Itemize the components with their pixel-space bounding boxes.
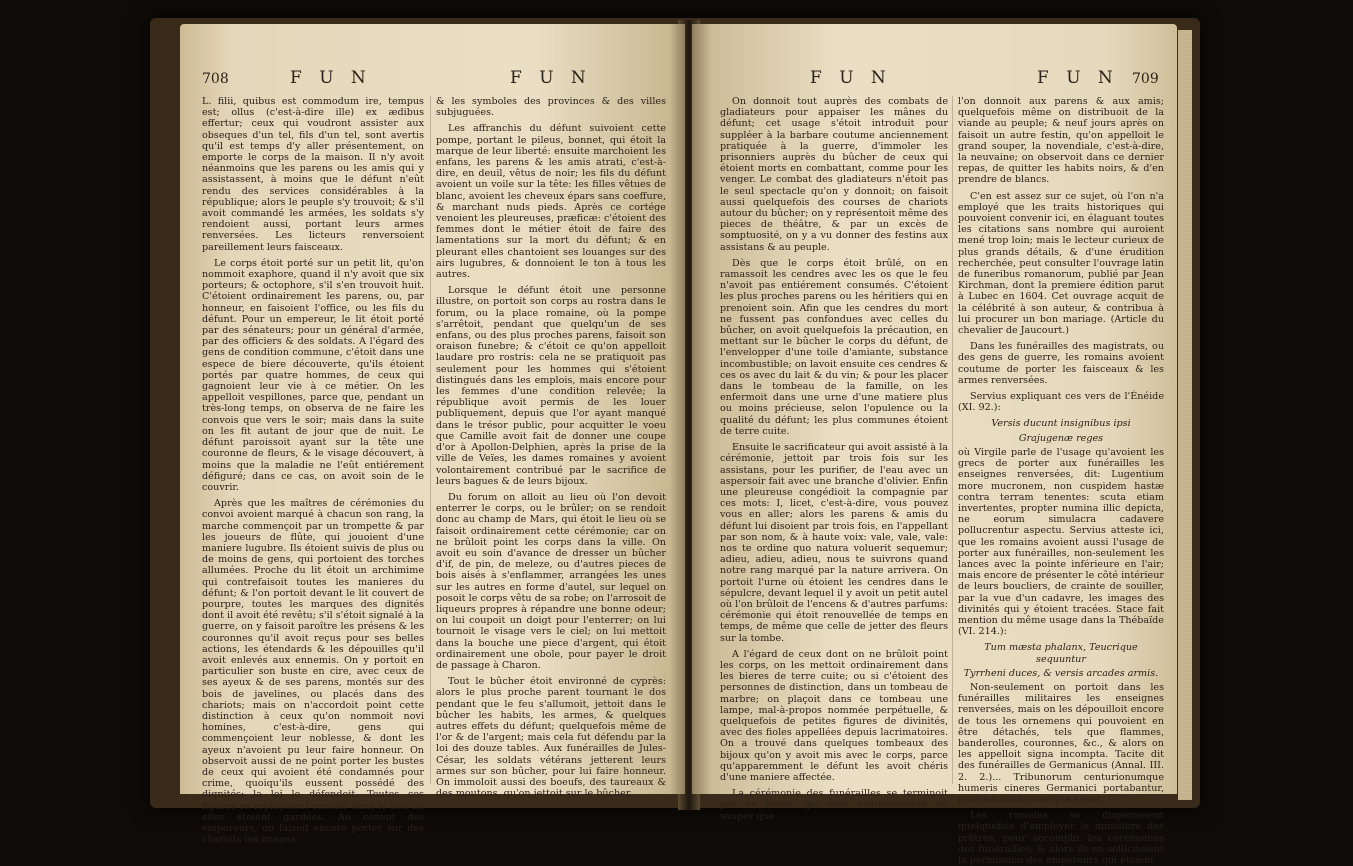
right-running-head	[692, 68, 1177, 92]
paragraph: Servius expliquant ces vers de l'Énéide (XI. 92.):	[958, 391, 1164, 414]
paragraph: Lorsque le défunt étoit une personne illustre, on portoit son corps au rostra dans le forum, ou la place romaine, où la pompe s'arrêtoit, pendant que quelqu'un de ses enfans, ou des plus proches parens, faisoit son oraison funebre; & c'étoit ce qu'on appelloit laudare pro rostris: cela ne se pratiquoit pas seulement pour les hommes qui s'étoient distingués dans les emplois, mais encore pour les femmes d'une condition relevée; la république avoit permis de les louer publiquement, depuis que l'or ayant manqué dans le trésor public, pour acquitter le voeu que Camille avoit fait de donner une coupe d'or à Apollon-Delphien, après la prise de la ville de Veïes, les dames romaines y avoient volontairement contribué par le sacrifice de leurs bagues & de leurs bijoux.	[436, 285, 666, 487]
column-divider	[952, 96, 953, 784]
paragraph: Non-seulement on portoit dans les funérailles militaires les enseignes renversées, mais on les dépouilloit encore de tous les ornemens qui pouvoient en être détachés, tels que flammes, banderolles, couronnes, &c., & alors on les appelloit signa incompta. Tacite dit des funérailles de Germanicus (Annal. III. 2. 2.)... Tribunorum centurionumque humeris cineres Germanici portabantur, præcedebant incompta signa.	[958, 681, 1164, 805]
running-head-word: F U N	[810, 68, 892, 88]
paragraph: Les affranchis du défunt suivoient cette pompe, portant le pileus, bonnet, qui étoit la marque de leur liberté: ensuite marchoient les enfans, les parens & les amis atrati, c'est-à-dire, en deuil, vêtus de noir; les fils du défunt avoient un voile sur la tête: les filles vêtues de blanc, avoient les cheveux épars sans coeffure, & marchant nuds pieds. Après ce cortége venoient les pleureuses, præficæ: c'étoient des femmes dont le métier étoit de faire des lamentations sur la mort du défunt; & en pleurant elles chantoient ses louanges sur des airs lugubres, & donnoient le ton à tous les autres.	[436, 123, 666, 281]
page-number: 709	[1132, 71, 1159, 87]
paragraph: Dès que le corps étoit brûlé, on en ramassoit les cendres avec les os que le feu n'avoit pas entiérement consumés. C'étoient les plus proches parens ou les héritiers qui en prenoient soin. Afin que les cendres du mort ne fussent pas confondues avec celles du bûcher, on avoit quelquefois la précaution, en mettant sur le bûcher le corps du défunt, de l'envelopper d'une toile d'amiante, substance incombustible; on lavoit ensuite ces cendres & ces os avec du lait & du vin; & pour les placer dans le tombeau de la famille, on les enfermoit dans une urne d'une matiere plus ou moins précieuse, selon l'opulence ou la qualité du défunt; les plus communes étoient de terre cuite.	[720, 257, 948, 437]
paragraph: & les symboles des provinces & des villes subjuguées.	[436, 96, 666, 119]
paragraph: La cérémonie des funérailles se terminoit par un festin, qui étoit ordinairement un souper que	[720, 788, 948, 822]
column-divider	[430, 96, 431, 784]
paragraph: Ensuite le sacrificateur qui avoit assisté à la cérémonie, jettoit par trois fois sur les assistans, pour les purifier, de l'eau avec un aspersoir fait avec une branche d'olivier. Enfin une pleureuse congédioit la compagnie par ces mots: I, licet, c'est-à-dire, vous pouvez vous en aller; alors les parens & amis du défunt lui disoient par trois fois, en l'appellant par son nom, & à haute voix: vale, vale, vale: nos te ordine quo natura voluerit sequemur; adieu, adieu, adieu, nous te suivrons quand notre rang marqué par la nature arrivera. On portoit l'urne où étoient les cendres dans le sépulcre, devant lequel il y avoit un petit autel où l'on brûloit de l'encens & d'autres parfums: cérémonie qui étoit renouvellée de temps en temps, de même que celle de jetter des fleurs sur la tombe.	[720, 442, 948, 644]
verse-quote: Tum mæsta phalanx, Teucrique sequuntur	[984, 642, 1138, 665]
verse-quote: Versis ducunt insignibus ipsi	[991, 418, 1131, 430]
page-number: 708	[202, 71, 229, 87]
running-head-word: F U N	[290, 68, 372, 88]
paragraph: L. filii, quibus est commodum ire, tempus est; ollus (c'est-à-dire ille) ex ædibus effertur; ceux qui voudront assister aux obseques d'un tel, fils d'un tel, sont avertis qu'il est temps d'y aller présentement, on emporte le corps de la maison. Il n'y avoit néanmoins que les parens ou les amis qui y assistassent, à moins que le défunt n'eût rendu des services considérables à la république; alors le peuple s'y trouvoit; & s'il avoit commandé les armées, les soldats s'y rendoient aussi, portant leurs armes renversées. Les licteurs renversoient pareillement leurs faisceaux.	[202, 96, 424, 253]
running-head-word: F U N	[510, 68, 592, 88]
paragraph: Du forum on alloit au lieu où l'on devoit enterrer le corps, ou le brûler; on se rendoit donc au champ de Mars, qui étoit le lieu où se faisoit ordinairement cette cérémonie; car on ne brûloit point les corps dans la ville. On avoit eu soin d'avance de dresser un bûcher d'if, de pin, de meleze, ou d'autres pieces de bois aisés à s'enflammer, arrangées les unes sur les autres en forme d'autel, sur lequel on posoit le corps vêtu de sa robe; on l'arrosoit de liqueurs propres à répandre une bonne odeur; on lui coupoit un doigt pour l'enterrer; on lui tournoit le visage vers le ciel; on lui mettoit dans la bouche une piece d'argent, qui étoit ordinairement une obole, pour payer le droit de passage à Charon.	[436, 491, 666, 671]
paragraph: Les romains se dispensoient quelquefois d'employer le ministere des prêtres, pour accomplir les cérémonies des funérailles; & alors ils en sollicitoient la permission des empereurs qui étoient	[958, 810, 1164, 866]
paragraph: Le corps étoit porté sur un petit lit, qu'on nommoit exaphore, quand il n'y avoit que six porteurs; & octophore, s'il s'en trouvoit huit. C'étoient ordinairement les parens, ou, par honneur, en faisoient l'office, ou les fils du défunt. Pour un empereur, le lit étoit porté par des sénateurs; pour un général d'armée, par des officiers & des soldats. A l'égard des gens de condition commune, c'étoit dans une espece de biere découverte, qu'ils étoient portés par quatre hommes, de ceux qui gagnoient leur vie à ce métier. On les appelloit vespillones, parce que, pendant un très-long temps, on observa de ne faire les convois que vers le soir; mais dans la suite on les fit autant de jour que de nuit. Le défunt paroissoit ayant sur la tête une couronne de fleurs, & le visage découvert, à moins que la maladie ne l'eût entiérement défiguré; dans ce cas, on avoit soin de le couvrir.	[202, 257, 424, 493]
verse-quote: Grajugenæ reges	[1018, 432, 1104, 444]
right-page-edge	[1178, 30, 1192, 800]
right-column-2	[958, 96, 1164, 866]
left-column-1	[202, 96, 424, 846]
paragraph: l'on donnoit aux parens & aux amis; quelquefois même on distribuoit de la viande au peuple; & neuf jours après on faisoit un autre festin, qu'on appelloit le grand souper, la novendiale, c'est-à-dire, la neuvaine; on observoit dans ce dernier repas, de quitter les habits noirs, & d'en prendre de blancs.	[958, 96, 1164, 186]
verse-quote: Tyrrheni duces, & versis arcades armis.	[963, 667, 1159, 679]
left-column-2	[436, 96, 666, 800]
right-page	[692, 24, 1177, 866]
paragraph: où Virgile parle de l'usage qu'avoient les grecs de porter aux funérailles les enseignes renversées, dit: Lugentium more mucronem, non cuspidem hastæ contra terram tenentes: scuta etiam invertentes, propter numina illic depicta, ne eorum simulacra cadavere pollucrentur aspectu. Servius atteste ici, que les romains avoient aussi l'usage de porter aux funérailles, non-seulement les lances avec la pointe inférieure en l'air; mais encore de présenter le côté intérieur de leurs boucliers, de crainte de souiller, par la vue d'un cadavre, les images des divinités qui y étoient tracées. Stace fait mention du même usage dans la Thébaïde (VI. 214.):	[958, 446, 1164, 638]
paragraph: Tout le bûcher étoit environné de cyprès: alors le plus proche parent tournant le dos pendant que le feu s'allumoit, jettoit dans le bûcher les habits, les armes, & quelques autres effets du défunt; quelquefois même de l'or & de l'argent; mais cela fut défendu par la loi des douze tables. Aux funérailles de Jules-César, les soldats vétérans jetterent leurs armes sur son bûcher, pour lui faire honneur. On immoloit aussi des boeufs, des taureaux & des moutons, qu'on jettoit sur le bûcher.	[436, 676, 666, 800]
paragraph: Dans les funérailles des magistrats, ou des gens de guerre, les romains avoient coutume de porter les faisceaux & les armes renversées.	[958, 341, 1164, 386]
paragraph: On donnoit tout auprès des combats de gladiateurs pour appaiser les mânes du défunt; cet usage s'étoit introduit pour suppléer à la barbare coutume anciennement pratiquée à la guerre, d'immoler les prisonniers auprès du bûcher de ceux qui étoient morts en combattant, comme pour les venger. Le combat des gladiateurs n'étoit pas le seul spectacle qu'on y donnoit; on faisoit aussi quelquefois des courses de chariots autour du bûcher; on y représentoit même des pieces de théâtre, & par un excès de somptuosité, on y a vu donner des festins aux assistans & au peuple.	[720, 96, 948, 253]
left-page	[180, 24, 685, 846]
paragraph: C'en est assez sur ce sujet, où l'on n'a employé que les traits historiques qui pouvoient convenir ici, en élaguant toutes les citations sans nombre qui auroient mené trop loin; mais le lecteur curieux de plus grands détails, & d'une érudition recherchée, peut consulter l'ouvrage latin de funeribus romanorum, publié par Jean Kirchman, dont la premiere édition parut à Lubec en 1604. Cet ouvrage acquit de la célébrité à son auteur, & contribua à lui procurer un bon mariage. (Article du chevalier de Jaucourt.)	[958, 190, 1164, 337]
left-running-head	[180, 68, 685, 92]
right-column-1	[720, 96, 948, 822]
paragraph: Après que les maîtres de cérémonies du convoi avoient marqué à chacun son rang, la marche commençoit par un trompette & par les joueurs de flûte, qui jouoient d'une maniere lugubre. Ils étoient suivis de plus ou de moins de gens, qui portoient des torches allumées. Proche du lit étoit un archimime qui contrefaisoit toutes les manieres du défunt; & l'on portoit devant le lit couvert de pourpre, toutes les marques des dignités dont il avoit été revêtu; s'il s'étoit signalé à la guerre, on y faisoit paroître les présens & les couronnes qu'il avoit reçus pour ses belles actions, les étendards & les dépouilles qu'il avoit enlevés aux ennemis. On y portoit en particulier son buste en cire, avec ceux de ses ayeux & de ses parens, montés sur des bois de javelines, ou placés dans des chariots; mais on n'accordoit point cette distinction à ceux qu'on nommoit novi homines, c'est-à-dire, gens qui commençoient leur noblesse, & dont les ayeux n'avoient pu leur faire honneur. On observoit aussi de ne point porter les bustes de ceux qui avoient été condamnés pour crime, quoiqu'ils eussent possédé des dignités; la loi le défendoit. Toutes ces figures se replaçoient ensuite dans le lieu où elles étoient gardées. Au convoi des empereurs, on faisoit encore porter sur des chariots les images	[202, 498, 424, 846]
running-head-word: F U N	[1037, 68, 1119, 88]
paragraph: A l'égard de ceux dont on ne brûloit point les corps, on les mettoit ordinairement dans les bieres de terre cuite; ou si c'étoient des personnes de distinction, dans un tombeau de marbre; on plaçoit dans ce tombeau une lampe, mal-à-propos nommée perpétuelle, & quelquefois de petites figures de divinités, avec des fioles appellées depuis lacrimatoires. On a trouvé dans quelques tombeaux des bijoux qu'on y avoit mis avec le corps, parce qu'apparemment le défunt les avoit chéris d'une maniere affectée.	[720, 648, 948, 783]
